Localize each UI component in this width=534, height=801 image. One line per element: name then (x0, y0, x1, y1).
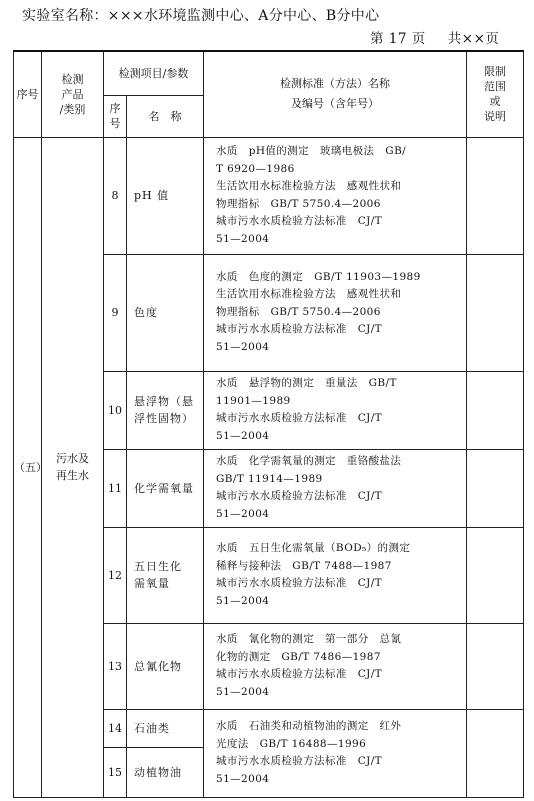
page-number: 第 17 页 (370, 31, 426, 47)
item-name: 总氰化物 (127, 623, 204, 709)
item-name: 动植物油 (127, 747, 204, 797)
item-standard: 水质 pH值的测定 玻璃电极法 GB/ T 6920—1986 生活饮用水标准检验方法 感观性状和 物理指标 GB/T 5750.4—2006 城市污水水质检验方法标准 CJ/T 51—2004 (204, 137, 467, 254)
header-item-name: 名 称 (127, 95, 204, 137)
item-name: pH 值 (127, 137, 204, 254)
item-no: 11 (104, 449, 127, 527)
item-standard: 水质 五日生化需氧量（BOD₅）的测定 稀释与接种法 GB/T 7488—1987 城市污水水质检验方法标准 CJ/T 51—2004 (204, 527, 467, 623)
table-row (14, 137, 524, 254)
header-seq: 序号 (14, 51, 42, 137)
page-indicator (370, 27, 499, 47)
header-item-no: 序 号 (104, 95, 127, 137)
item-limit (467, 371, 524, 449)
item-standard: 水质 悬浮物的测定 重量法 GB/T 11901—1989 城市污水水质检验方法标准 CJ/T 51—2004 (204, 371, 467, 449)
item-standard: 水质 氰化物的测定 第一部分 总氰 化物的测定 GB/T 7486—1987 城市污水水质检验方法标准 CJ/T 51—2004 (204, 623, 467, 709)
header-product: 检测 产品 /类别 (42, 51, 104, 137)
item-standard: 水质 化学需氧量的测定 重铬酸盐法 GB/T 11914—1989 城市污水水质检验方法标准 CJ/T 51—2004 (204, 449, 467, 527)
header-standard: 检测标准（方法）名称 及编号（含年号） (204, 51, 467, 137)
item-limit (467, 254, 524, 371)
item-limit (467, 137, 524, 254)
item-limit (467, 449, 524, 527)
group-seq: （五） (14, 137, 42, 797)
item-standard: 水质 色度的测定 GB/T 11903—1989 生活饮用水标准检验方法 感观性状和 物理指标 GB/T 5750.4—2006 城市污水水质检验方法标准 CJ/T 51—2004 (204, 254, 467, 371)
item-no: 10 (104, 371, 127, 449)
item-no: 13 (104, 623, 127, 709)
item-name: 色度 (127, 254, 204, 371)
item-no: 15 (104, 747, 127, 797)
item-no: 12 (104, 527, 127, 623)
item-standard: 水质 石油类和动植物油的测定 红外 光度法 GB/T 16488—1996 城市污水水质检验方法标准 CJ/T 51—2004 (204, 709, 467, 797)
header-limit: 限制 范围 或 说明 (467, 51, 524, 137)
page-total: 共××页 (447, 31, 500, 47)
item-name: 石油类 (127, 709, 204, 747)
laboratory-name: 实验室名称：×××水环境监测中心、A分中心、B分中心 (22, 8, 380, 24)
item-name: 化学需氧量 (127, 449, 204, 527)
item-name: 五日生化 需氧量 (127, 527, 204, 623)
item-no: 8 (104, 137, 127, 254)
item-limit (467, 527, 524, 623)
header-items: 检测项目/参数 (104, 51, 204, 95)
inspection-table (13, 50, 524, 798)
item-limit (467, 623, 524, 709)
item-name: 悬浮物（悬 浮性固物） (127, 371, 204, 449)
item-no: 14 (104, 709, 127, 747)
item-limit (467, 709, 524, 797)
item-no: 9 (104, 254, 127, 371)
group-category: 污水及 再生水 (42, 137, 104, 797)
